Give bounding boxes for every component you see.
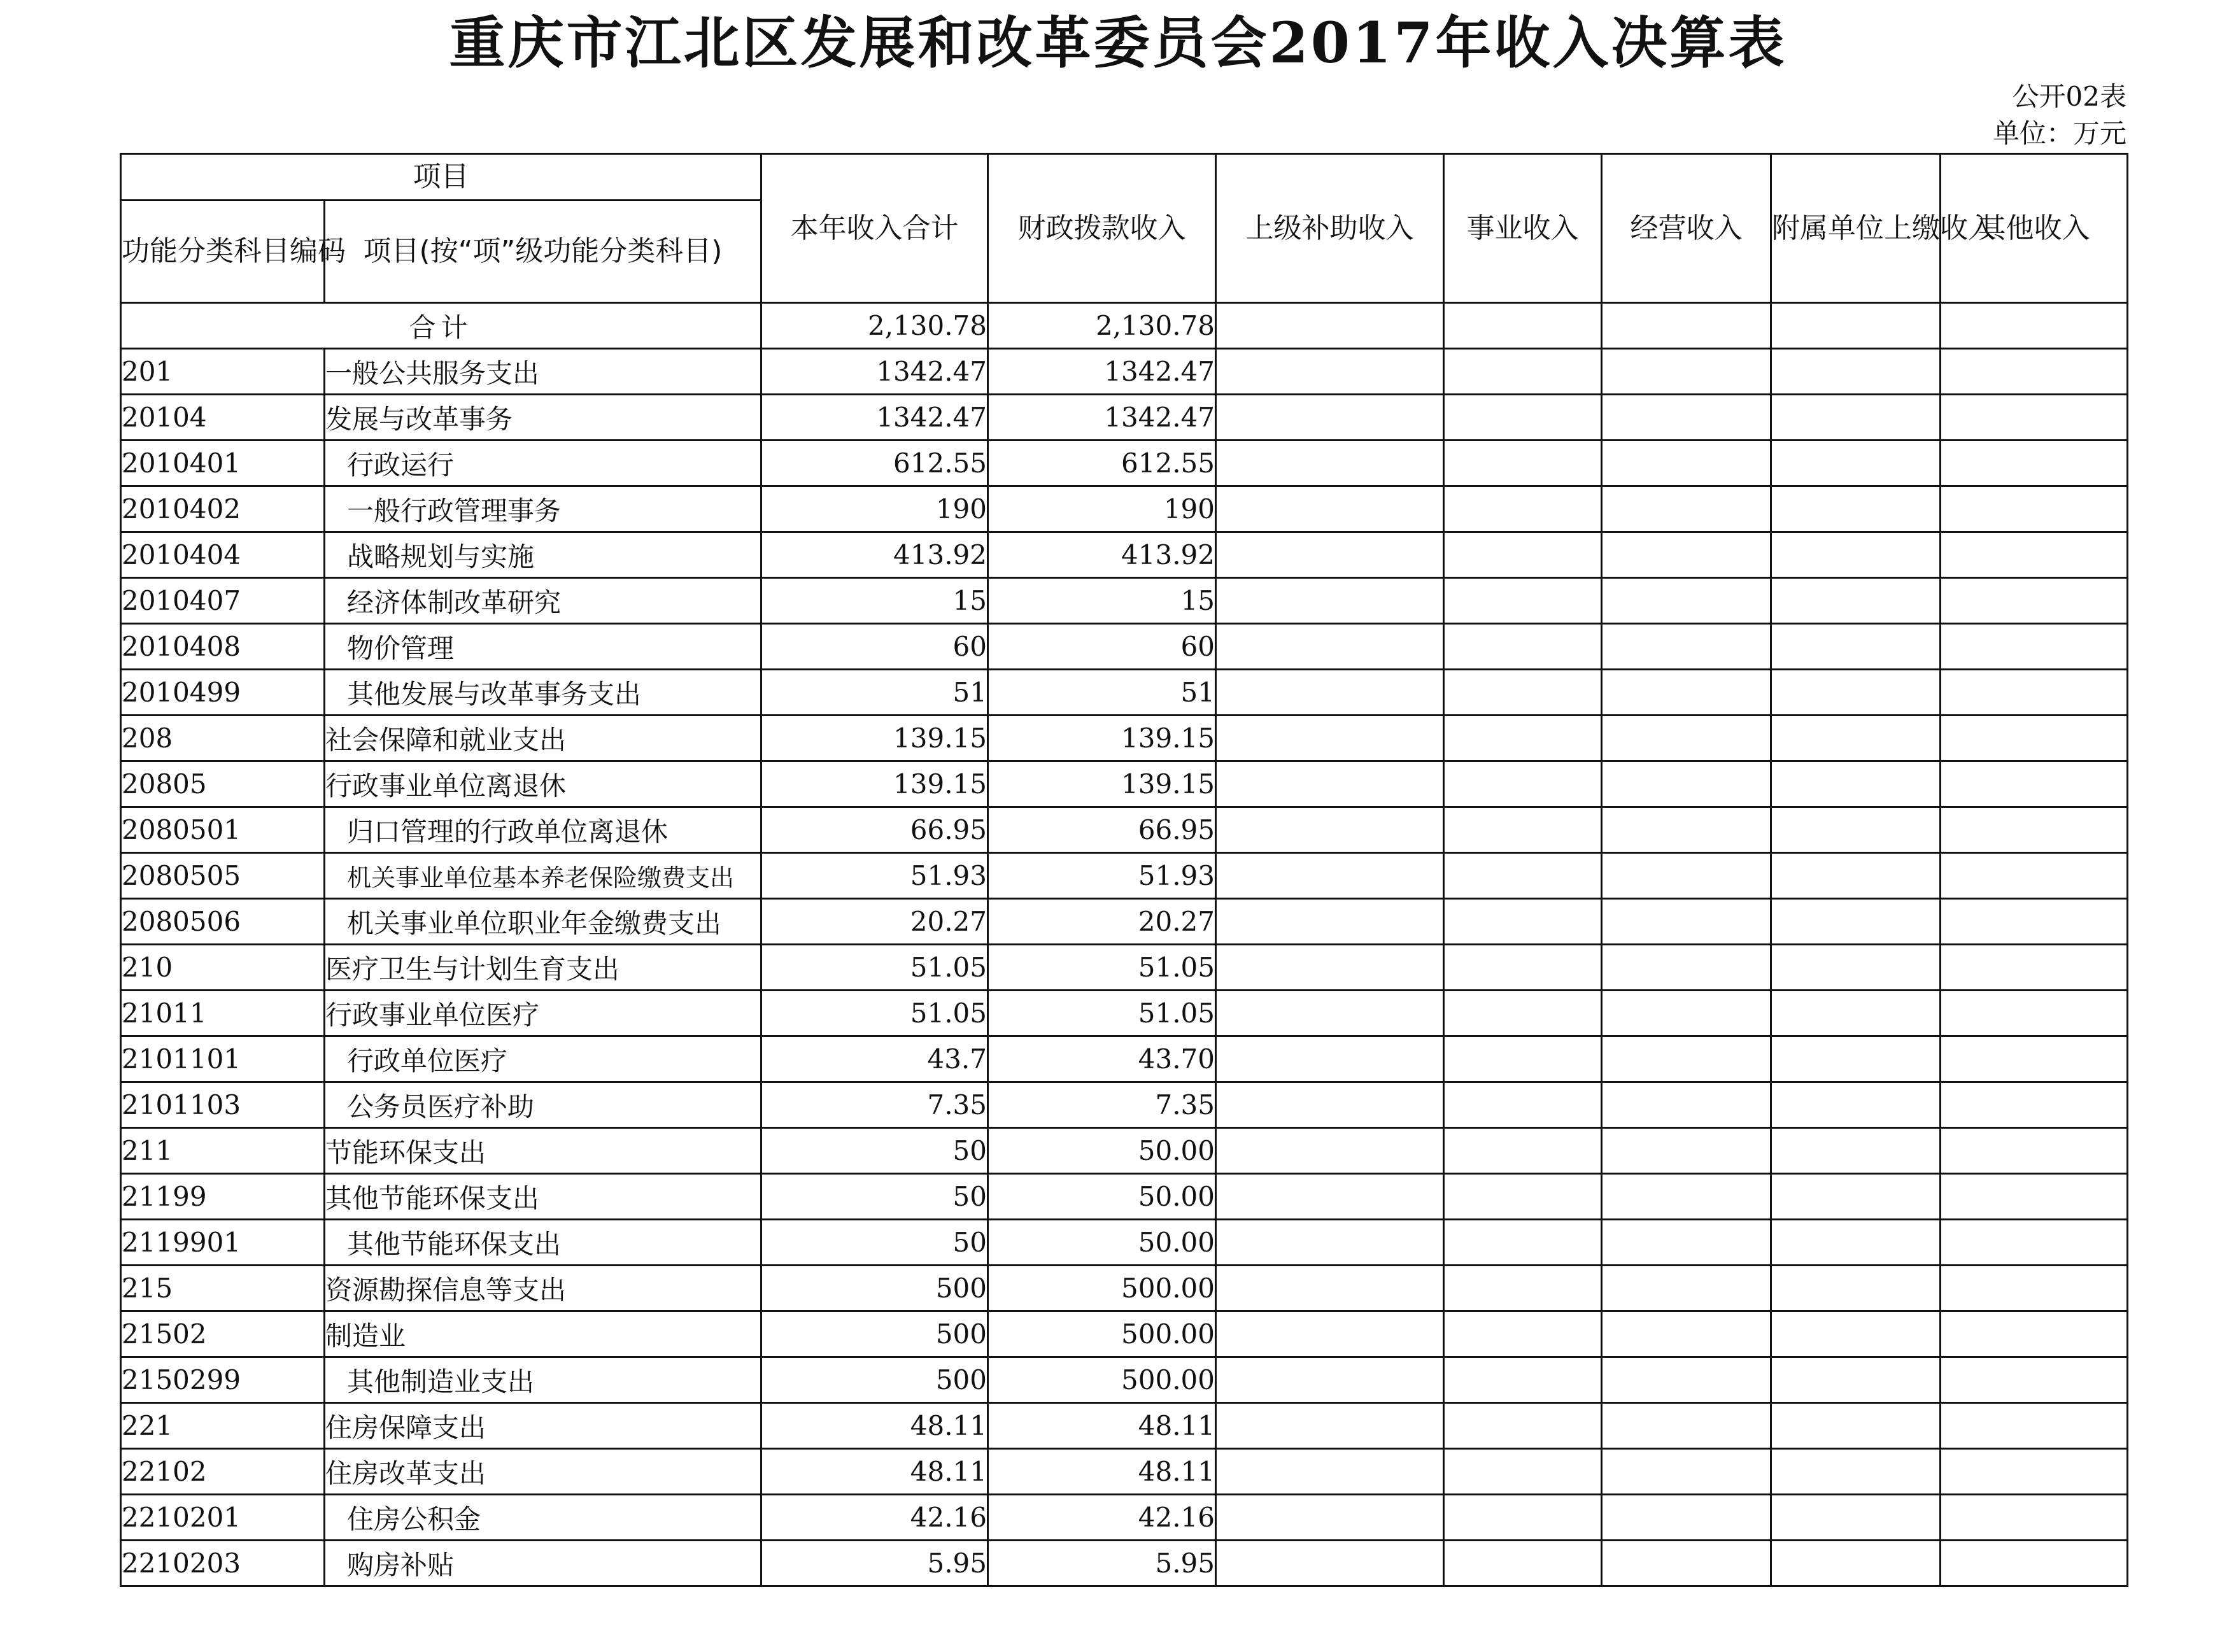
row-operating xyxy=(1602,1266,1771,1311)
row-name: 物价管理 xyxy=(325,624,761,670)
row-operating xyxy=(1602,1403,1771,1449)
row-other xyxy=(1941,1495,2128,1541)
row-affiliated xyxy=(1771,624,1941,670)
total-label: 合计 xyxy=(121,303,761,349)
row-code: 2101101 xyxy=(121,1036,325,1082)
row-code: 211 xyxy=(121,1128,325,1174)
table-row xyxy=(121,1082,2128,1128)
row-fiscal: 51.05 xyxy=(988,945,1216,991)
row-fiscal: 20.27 xyxy=(988,899,1216,945)
row-code: 2010402 xyxy=(121,486,325,532)
row-total: 1342.47 xyxy=(761,349,988,395)
row-operating xyxy=(1602,853,1771,899)
row-operating xyxy=(1602,486,1771,532)
header-project: 项目 xyxy=(121,154,761,201)
row-name: 战略规划与实施 xyxy=(325,532,761,578)
total-other xyxy=(1941,303,2128,349)
row-affiliated xyxy=(1771,670,1941,716)
row-fiscal: 15 xyxy=(988,578,1216,624)
row-total: 190 xyxy=(761,486,988,532)
row-fiscal: 5.95 xyxy=(988,1541,1216,1586)
row-total: 15 xyxy=(761,578,988,624)
row-fiscal: 500.00 xyxy=(988,1357,1216,1403)
row-affiliated xyxy=(1771,1403,1941,1449)
table-row xyxy=(121,716,2128,761)
row-total: 50 xyxy=(761,1174,988,1220)
row-affiliated xyxy=(1771,807,1941,853)
row-business xyxy=(1444,807,1602,853)
row-other xyxy=(1941,441,2128,486)
row-code: 2010404 xyxy=(121,532,325,578)
row-name: 社会保障和就业支出 xyxy=(325,716,761,761)
row-name: 购房补贴 xyxy=(325,1541,761,1586)
row-operating xyxy=(1602,991,1771,1036)
table-row xyxy=(121,1449,2128,1495)
table-row xyxy=(121,761,2128,807)
row-name: 行政事业单位离退休 xyxy=(325,761,761,807)
row-name: 经济体制改革研究 xyxy=(325,578,761,624)
row-superior xyxy=(1216,349,1444,395)
row-superior xyxy=(1216,807,1444,853)
row-name: 机关事业单位基本养老保险缴费支出 xyxy=(325,853,761,899)
header-other: 其他收入 xyxy=(1941,154,2128,303)
table-row xyxy=(121,807,2128,853)
table-row xyxy=(121,1220,2128,1266)
form-number: 公开02表 xyxy=(2012,81,2126,112)
row-fiscal: 1342.47 xyxy=(988,395,1216,441)
row-name: 其他制造业支出 xyxy=(325,1357,761,1403)
row-superior xyxy=(1216,624,1444,670)
row-other xyxy=(1941,807,2128,853)
row-affiliated xyxy=(1771,761,1941,807)
row-operating xyxy=(1602,716,1771,761)
row-fiscal: 500.00 xyxy=(988,1311,1216,1357)
row-fiscal: 50.00 xyxy=(988,1174,1216,1220)
table-row xyxy=(121,991,2128,1036)
row-total: 500 xyxy=(761,1357,988,1403)
unit-label: 单位：万元 xyxy=(1992,118,2126,149)
row-total: 139.15 xyxy=(761,761,988,807)
row-affiliated xyxy=(1771,716,1941,761)
total-operating xyxy=(1602,303,1771,349)
row-superior xyxy=(1216,1036,1444,1082)
row-total: 7.35 xyxy=(761,1082,988,1128)
row-other xyxy=(1941,578,2128,624)
row-business xyxy=(1444,670,1602,716)
row-total: 413.92 xyxy=(761,532,988,578)
header-fiscal: 财政拨款收入 xyxy=(988,154,1216,303)
row-other xyxy=(1941,486,2128,532)
total-fiscal: 2,130.78 xyxy=(988,303,1216,349)
row-total: 51.05 xyxy=(761,991,988,1036)
total-business xyxy=(1444,303,1602,349)
row-superior xyxy=(1216,1128,1444,1174)
row-superior xyxy=(1216,486,1444,532)
header-operating: 经营收入 xyxy=(1602,154,1771,303)
row-other xyxy=(1941,1036,2128,1082)
row-name: 其他节能环保支出 xyxy=(325,1174,761,1220)
row-operating xyxy=(1602,670,1771,716)
header-affiliated: 附属单位上缴收入 xyxy=(1771,154,1941,303)
row-superior xyxy=(1216,1495,1444,1541)
row-code: 21199 xyxy=(121,1174,325,1220)
row-name: 医疗卫生与计划生育支出 xyxy=(325,945,761,991)
row-other xyxy=(1941,1449,2128,1495)
row-other xyxy=(1941,349,2128,395)
row-operating xyxy=(1602,1174,1771,1220)
row-superior xyxy=(1216,578,1444,624)
row-operating xyxy=(1602,441,1771,486)
row-operating xyxy=(1602,624,1771,670)
row-business xyxy=(1444,1449,1602,1495)
row-total: 48.11 xyxy=(761,1449,988,1495)
row-fiscal: 60 xyxy=(988,624,1216,670)
header-business: 事业收入 xyxy=(1444,154,1602,303)
row-fiscal: 48.11 xyxy=(988,1403,1216,1449)
row-affiliated xyxy=(1771,1220,1941,1266)
row-affiliated xyxy=(1771,395,1941,441)
row-total: 500 xyxy=(761,1266,988,1311)
row-other xyxy=(1941,532,2128,578)
row-operating xyxy=(1602,1495,1771,1541)
row-other xyxy=(1941,395,2128,441)
row-business xyxy=(1444,1495,1602,1541)
row-affiliated xyxy=(1771,1174,1941,1220)
total-row xyxy=(121,303,2128,349)
row-name: 制造业 xyxy=(325,1311,761,1357)
row-operating xyxy=(1602,349,1771,395)
table-row xyxy=(121,395,2128,441)
row-operating xyxy=(1602,1128,1771,1174)
table-row xyxy=(121,899,2128,945)
row-business xyxy=(1444,991,1602,1036)
row-affiliated xyxy=(1771,1495,1941,1541)
row-other xyxy=(1941,1541,2128,1586)
row-affiliated xyxy=(1771,532,1941,578)
row-operating xyxy=(1602,1311,1771,1357)
row-total: 500 xyxy=(761,1311,988,1357)
total-superior xyxy=(1216,303,1444,349)
row-other xyxy=(1941,716,2128,761)
page-title: 重庆市江北区发展和改革委员会2017年收入决算表 xyxy=(449,10,1787,76)
row-business xyxy=(1444,578,1602,624)
row-business xyxy=(1444,1311,1602,1357)
row-other xyxy=(1941,1082,2128,1128)
row-code: 2080501 xyxy=(121,807,325,853)
row-superior xyxy=(1216,1357,1444,1403)
row-fiscal: 7.35 xyxy=(988,1082,1216,1128)
table-row xyxy=(121,1403,2128,1449)
row-fiscal: 413.92 xyxy=(988,532,1216,578)
row-code: 21502 xyxy=(121,1311,325,1357)
row-total: 5.95 xyxy=(761,1541,988,1586)
row-affiliated xyxy=(1771,486,1941,532)
row-business xyxy=(1444,349,1602,395)
row-name: 住房保障支出 xyxy=(325,1403,761,1449)
row-code: 2080506 xyxy=(121,899,325,945)
table-row xyxy=(121,1311,2128,1357)
table-row xyxy=(121,853,2128,899)
row-superior xyxy=(1216,1174,1444,1220)
row-name: 行政运行 xyxy=(325,441,761,486)
row-superior xyxy=(1216,1403,1444,1449)
row-business xyxy=(1444,1220,1602,1266)
row-name: 归口管理的行政单位离退休 xyxy=(325,807,761,853)
row-operating xyxy=(1602,761,1771,807)
row-affiliated xyxy=(1771,441,1941,486)
row-operating xyxy=(1602,1357,1771,1403)
row-superior xyxy=(1216,532,1444,578)
table-row xyxy=(121,349,2128,395)
row-business xyxy=(1444,486,1602,532)
row-superior xyxy=(1216,1082,1444,1128)
row-total: 50 xyxy=(761,1128,988,1174)
row-business xyxy=(1444,761,1602,807)
row-affiliated xyxy=(1771,1128,1941,1174)
row-name: 机关事业单位职业年金缴费支出 xyxy=(325,899,761,945)
row-fiscal: 500.00 xyxy=(988,1266,1216,1311)
row-name: 其他发展与改革事务支出 xyxy=(325,670,761,716)
table-row xyxy=(121,1174,2128,1220)
total-total: 2,130.78 xyxy=(761,303,988,349)
row-code: 2010408 xyxy=(121,624,325,670)
row-total: 48.11 xyxy=(761,1403,988,1449)
row-other xyxy=(1941,1174,2128,1220)
row-superior xyxy=(1216,991,1444,1036)
row-operating xyxy=(1602,578,1771,624)
row-fiscal: 51 xyxy=(988,670,1216,716)
row-name: 行政单位医疗 xyxy=(325,1036,761,1082)
row-total: 43.7 xyxy=(761,1036,988,1082)
row-superior xyxy=(1216,853,1444,899)
row-affiliated xyxy=(1771,1449,1941,1495)
row-other xyxy=(1941,1357,2128,1403)
row-operating xyxy=(1602,1449,1771,1495)
row-business xyxy=(1444,716,1602,761)
row-code: 2010401 xyxy=(121,441,325,486)
row-name: 一般公共服务支出 xyxy=(325,349,761,395)
row-business xyxy=(1444,1082,1602,1128)
total-affiliated xyxy=(1771,303,1941,349)
row-fiscal: 42.16 xyxy=(988,1495,1216,1541)
row-affiliated xyxy=(1771,349,1941,395)
row-fiscal: 51.05 xyxy=(988,991,1216,1036)
row-superior xyxy=(1216,1449,1444,1495)
row-superior xyxy=(1216,395,1444,441)
row-total: 60 xyxy=(761,624,988,670)
row-total: 1342.47 xyxy=(761,395,988,441)
row-code: 20805 xyxy=(121,761,325,807)
row-fiscal: 50.00 xyxy=(988,1128,1216,1174)
row-total: 42.16 xyxy=(761,1495,988,1541)
row-total: 612.55 xyxy=(761,441,988,486)
row-superior xyxy=(1216,945,1444,991)
table-row xyxy=(121,1541,2128,1586)
row-code: 2150299 xyxy=(121,1357,325,1403)
row-superior xyxy=(1216,1220,1444,1266)
header-code: 功能分类科目编码 xyxy=(121,201,325,303)
row-affiliated xyxy=(1771,899,1941,945)
row-code: 221 xyxy=(121,1403,325,1449)
row-operating xyxy=(1602,395,1771,441)
row-affiliated xyxy=(1771,1082,1941,1128)
row-name: 行政事业单位医疗 xyxy=(325,991,761,1036)
row-superior xyxy=(1216,441,1444,486)
row-name: 发展与改革事务 xyxy=(325,395,761,441)
row-other xyxy=(1941,1403,2128,1449)
row-other xyxy=(1941,853,2128,899)
row-affiliated xyxy=(1771,991,1941,1036)
row-business xyxy=(1444,1541,1602,1586)
row-fiscal: 139.15 xyxy=(988,761,1216,807)
table-row xyxy=(121,1036,2128,1082)
row-code: 2210203 xyxy=(121,1541,325,1586)
row-operating xyxy=(1602,1082,1771,1128)
row-other xyxy=(1941,899,2128,945)
row-code: 2101103 xyxy=(121,1082,325,1128)
row-code: 2010499 xyxy=(121,670,325,716)
row-business xyxy=(1444,1266,1602,1311)
row-business xyxy=(1444,624,1602,670)
table-row xyxy=(121,624,2128,670)
row-fiscal: 190 xyxy=(988,486,1216,532)
row-code: 20104 xyxy=(121,395,325,441)
table-row xyxy=(121,945,2128,991)
row-total: 51.93 xyxy=(761,853,988,899)
row-total: 50 xyxy=(761,1220,988,1266)
row-affiliated xyxy=(1771,1036,1941,1082)
row-code: 2119901 xyxy=(121,1220,325,1266)
row-business xyxy=(1444,945,1602,991)
row-affiliated xyxy=(1771,1357,1941,1403)
table-row xyxy=(121,578,2128,624)
row-business xyxy=(1444,441,1602,486)
table-row xyxy=(121,1495,2128,1541)
row-fiscal: 139.15 xyxy=(988,716,1216,761)
row-business xyxy=(1444,1128,1602,1174)
row-other xyxy=(1941,945,2128,991)
row-name: 节能环保支出 xyxy=(325,1128,761,1174)
row-total: 51.05 xyxy=(761,945,988,991)
row-operating xyxy=(1602,1220,1771,1266)
row-operating xyxy=(1602,945,1771,991)
row-total: 51 xyxy=(761,670,988,716)
table-row xyxy=(121,670,2128,716)
row-fiscal: 1342.47 xyxy=(988,349,1216,395)
table-row xyxy=(121,1128,2128,1174)
row-operating xyxy=(1602,1541,1771,1586)
row-fiscal: 48.11 xyxy=(988,1449,1216,1495)
row-name: 其他节能环保支出 xyxy=(325,1220,761,1266)
row-total: 66.95 xyxy=(761,807,988,853)
header-total: 本年收入合计 xyxy=(761,154,988,303)
row-business xyxy=(1444,853,1602,899)
header-name: 项目(按“项”级功能分类科目) xyxy=(325,201,761,303)
row-affiliated xyxy=(1771,853,1941,899)
row-superior xyxy=(1216,1266,1444,1311)
row-total: 20.27 xyxy=(761,899,988,945)
row-superior xyxy=(1216,1311,1444,1357)
row-operating xyxy=(1602,1036,1771,1082)
row-superior xyxy=(1216,670,1444,716)
row-business xyxy=(1444,1403,1602,1449)
row-affiliated xyxy=(1771,945,1941,991)
row-superior xyxy=(1216,899,1444,945)
row-code: 2210201 xyxy=(121,1495,325,1541)
table-row xyxy=(121,1266,2128,1311)
row-operating xyxy=(1602,532,1771,578)
row-business xyxy=(1444,1357,1602,1403)
row-affiliated xyxy=(1771,1311,1941,1357)
table-row xyxy=(121,486,2128,532)
table-row xyxy=(121,441,2128,486)
row-affiliated xyxy=(1771,1266,1941,1311)
row-name: 资源勘探信息等支出 xyxy=(325,1266,761,1311)
row-affiliated xyxy=(1771,1541,1941,1586)
row-name: 住房公积金 xyxy=(325,1495,761,1541)
row-business xyxy=(1444,899,1602,945)
row-business xyxy=(1444,1174,1602,1220)
row-superior xyxy=(1216,761,1444,807)
row-other xyxy=(1941,1266,2128,1311)
row-code: 2010407 xyxy=(121,578,325,624)
row-business xyxy=(1444,1036,1602,1082)
row-name: 住房改革支出 xyxy=(325,1449,761,1495)
row-fiscal: 66.95 xyxy=(988,807,1216,853)
row-superior xyxy=(1216,1541,1444,1586)
row-fiscal: 50.00 xyxy=(988,1220,1216,1266)
row-superior xyxy=(1216,716,1444,761)
row-affiliated xyxy=(1771,578,1941,624)
row-other xyxy=(1941,991,2128,1036)
row-code: 22102 xyxy=(121,1449,325,1495)
row-code: 210 xyxy=(121,945,325,991)
row-fiscal: 43.70 xyxy=(988,1036,1216,1082)
table-row xyxy=(121,532,2128,578)
row-business xyxy=(1444,395,1602,441)
row-code: 215 xyxy=(121,1266,325,1311)
row-total: 139.15 xyxy=(761,716,988,761)
table-row xyxy=(121,1357,2128,1403)
row-fiscal: 612.55 xyxy=(988,441,1216,486)
row-operating xyxy=(1602,899,1771,945)
header-superior: 上级补助收入 xyxy=(1216,154,1444,303)
row-other xyxy=(1941,1311,2128,1357)
row-code: 208 xyxy=(121,716,325,761)
row-name: 公务员医疗补助 xyxy=(325,1082,761,1128)
row-code: 21011 xyxy=(121,991,325,1036)
row-other xyxy=(1941,670,2128,716)
row-other xyxy=(1941,1128,2128,1174)
row-name: 一般行政管理事务 xyxy=(325,486,761,532)
income-table xyxy=(120,153,2128,1587)
row-code: 2080505 xyxy=(121,853,325,899)
row-fiscal: 51.93 xyxy=(988,853,1216,899)
row-operating xyxy=(1602,807,1771,853)
row-business xyxy=(1444,532,1602,578)
row-other xyxy=(1941,1220,2128,1266)
row-code: 201 xyxy=(121,349,325,395)
row-other xyxy=(1941,624,2128,670)
row-other xyxy=(1941,761,2128,807)
